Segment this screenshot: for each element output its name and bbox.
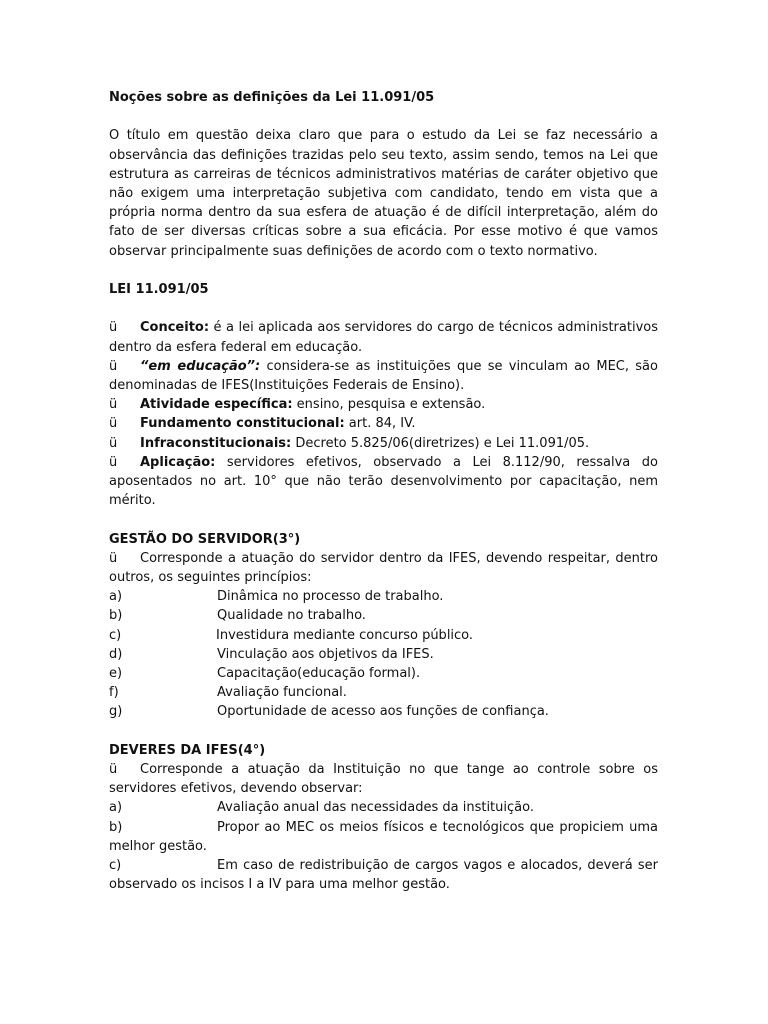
lei-item-infraconstitucionais [109, 434, 658, 453]
item-text: Avaliação anual das necessidades da instituição. [217, 800, 534, 816]
gestao-heading: GESTÃO DO SERVIDOR(3°) [109, 531, 301, 547]
gestao-item-d [109, 645, 658, 664]
lei-item-fundamento [109, 414, 658, 433]
deveres-heading: DEVERES DA IFES(4°) [109, 742, 266, 758]
item-letter: c) [109, 627, 122, 643]
item-text: Decreto 5.825/06(diretrizes) e Lei 11.091/05. [291, 435, 590, 451]
check-bullet-icon: ü [109, 762, 118, 778]
item-letter: g) [109, 704, 123, 720]
deveres-item-b [109, 818, 658, 856]
lei-heading: LEI 11.091/05 [109, 282, 209, 297]
gestao-item-c [109, 626, 658, 645]
item-text: ensino, pesquisa e extensão. [292, 397, 486, 413]
gestao-item-f [109, 683, 658, 702]
item-label: “em educação”: [140, 358, 261, 374]
item-text: Em caso de redistribuição de cargos vagos e alocados, deverá ser observado os incisos I a IV para uma melhor gestão. [109, 858, 658, 893]
item-letter: f) [109, 685, 119, 701]
item-text: considera-se as instituições que se vinculam ao MEC, são denominadas de IFES(Instituições Federais de Ensino). [109, 358, 658, 393]
item-label: Fundamento constitucional: [140, 416, 345, 432]
deveres-item-c [109, 856, 658, 894]
item-label: Atividade específica: [140, 397, 293, 413]
item-text: Corresponde a atuação do servidor dentro da IFES, devendo respeitar, dentro outros, os seguintes princípios: [109, 550, 658, 586]
item-text: servidores efetivos, observado a Lei 8.112/90, ressalva do aposentados no art. 10° que não terão desenvolvimento por capacitação, nem mérito. [109, 454, 658, 509]
check-bullet-icon: ü [109, 358, 118, 374]
check-bullet-icon: ü [109, 320, 118, 336]
item-text: Capacitação(educação formal). [217, 666, 421, 682]
item-letter: b) [109, 608, 123, 624]
item-label: Infraconstitucionais: [140, 435, 292, 451]
item-text: Qualidade no trabalho. [217, 608, 366, 624]
item-text: Dinâmica no processo de trabalho. [217, 589, 444, 605]
item-letter: e) [109, 666, 123, 682]
item-letter: a) [109, 800, 123, 816]
item-letter: b) [109, 819, 123, 835]
item-text: é a lei aplicada aos servidores do cargo de técnicos administrativos dentro da esfera federal em educação. [109, 320, 658, 355]
item-label: Aplicação: [140, 454, 216, 470]
item-label: Conceito: [140, 320, 210, 336]
item-letter: c) [109, 858, 122, 874]
lei-item-conceito [109, 318, 658, 356]
intro-paragraph: O título em questão deixa claro que para o estudo da Lei se faz necessário a observância das definições trazidas pelo seu texto, assim sendo, temos na Lei que estrutura as carreiras de técnicos administrativos matérias de caráter objetivo que não exigem uma interpretação subjetiva com candidato, tendo em vista que a própria norma dentro da sua esfera de atuação é de difícil interpretação, além do fato de ser diversas críticas sobre a sua eficácia. Por esse motivo é que vamos observar principalmente suas definições de acordo com o texto normativo. [109, 128, 658, 259]
check-bullet-icon: ü [109, 435, 118, 451]
check-bullet-icon: ü [109, 397, 118, 413]
lei-item-em-educacao [109, 357, 658, 395]
gestao-intro [109, 549, 658, 587]
item-text: art. 84, IV. [344, 416, 416, 432]
check-bullet-icon: ü [109, 550, 118, 566]
gestao-item-a [109, 587, 658, 606]
deveres-intro [109, 760, 658, 798]
item-text: Vinculação aos objetivos da IFES. [217, 646, 434, 662]
check-bullet-icon: ü [109, 416, 118, 432]
document-body [109, 88, 658, 894]
gestao-item-e [109, 664, 658, 683]
gestao-item-b [109, 606, 658, 625]
item-text: Investidura mediante concurso público. [216, 627, 474, 643]
item-letter: d) [109, 646, 123, 662]
item-text: Propor ao MEC os meios físicos e tecnológicos que propiciem uma melhor gestão. [109, 819, 658, 854]
item-letter: a) [109, 589, 123, 605]
item-text: Avaliação funcional. [217, 685, 347, 701]
lei-item-atividade [109, 395, 658, 414]
gestao-item-g [109, 702, 658, 721]
deveres-item-a [109, 798, 658, 817]
item-text: Corresponde a atuação da Instituição no que tange ao controle sobre os servidores efetivos, devendo observar: [109, 762, 658, 797]
document-title: Noções sobre as definições da Lei 11.091/05 [109, 90, 435, 105]
item-text: Oportunidade de acesso aos funções de confiança. [217, 704, 549, 720]
lei-item-aplicacao [109, 453, 658, 511]
check-bullet-icon: ü [109, 454, 118, 470]
